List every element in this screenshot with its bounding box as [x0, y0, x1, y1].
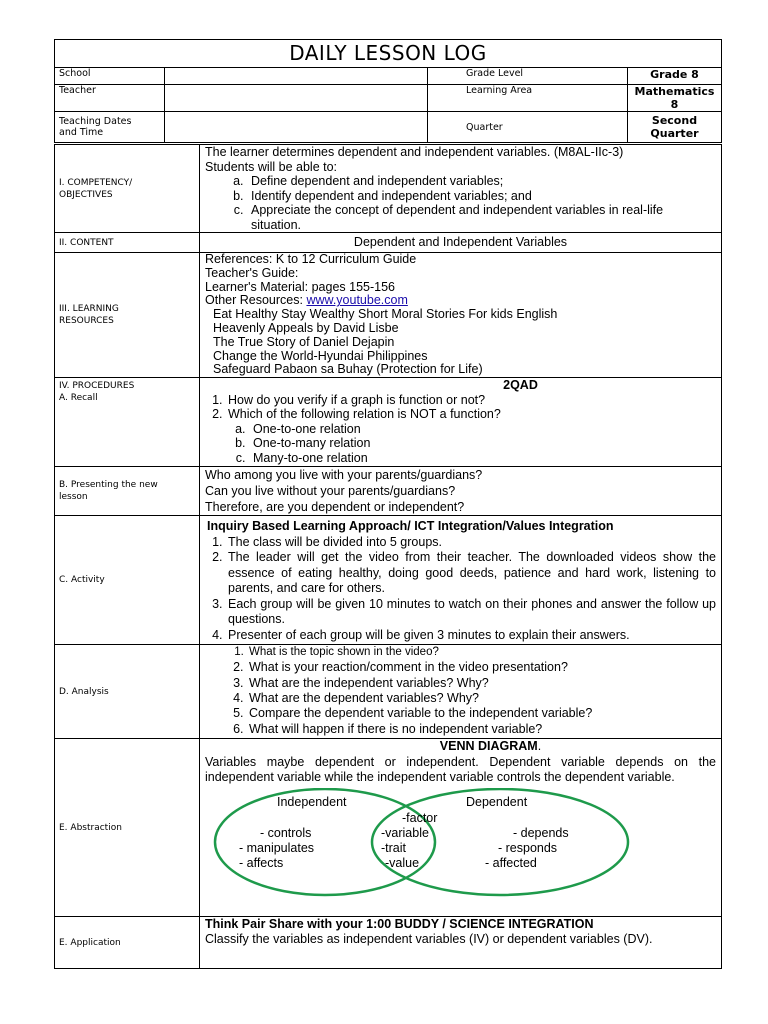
competency-label: I. COMPETENCY/ OBJECTIVES	[55, 145, 200, 233]
school-label: School	[55, 68, 165, 85]
list-item: 1. The class will be divided into 5 groups.	[226, 535, 716, 551]
venn-middle-item: -variable	[381, 825, 429, 840]
venn-right-item: - depends	[513, 825, 569, 840]
resources-label: III. LEARNING RESOURCES	[55, 253, 200, 378]
presenting-line: Can you live without your parents/guardians?	[205, 484, 456, 499]
abstraction-heading: VENN DIAGRAM.	[439, 739, 542, 754]
venn-right-item: - affected	[485, 855, 537, 870]
list-item: 5. Compare the dependent variable to the independent variable?	[247, 706, 716, 721]
list-item: 3. Each group will be given 10 minutes to watch on their phones and answer the follow up questions.	[226, 597, 716, 628]
venn-left-item: - manipulates	[239, 840, 315, 855]
venn-middle-item: -trait	[381, 840, 406, 855]
recall-content	[200, 378, 722, 467]
quarter-label: Quarter	[428, 112, 628, 143]
activity-heading: Inquiry Based Learning Approach/ ICT Integration/Values Integration	[207, 519, 614, 534]
resources-content	[200, 253, 722, 378]
presenting-line: Who among you live with your parents/guardians?	[205, 468, 483, 483]
list-item: a. One-to-one relation	[249, 422, 716, 437]
list-item: b. One-to-many relation	[249, 436, 716, 451]
list-item: 4. What are the dependent variables? Why?	[247, 691, 716, 706]
header-table	[54, 39, 722, 143]
list-item: 3. What are the independent variables? Why?	[247, 676, 716, 691]
row-analysis	[55, 645, 722, 739]
row-abstraction	[55, 739, 722, 917]
analysis-content	[200, 645, 722, 739]
venn-left-title: Independent	[277, 794, 347, 809]
list-item: 2. The leader will get the video from their teacher. The downloaded videos show the essence of eating healthy, doing good deeds, patience and hard work, listening to parents, and care for others.	[226, 550, 716, 597]
content-label: II. CONTENT	[55, 233, 200, 253]
list-item: 2. What is your reaction/comment in the video presentation?	[247, 660, 716, 675]
application-text: Classify the variables as independent variables (IV) or dependent variables (DV).	[205, 931, 653, 946]
quarter-value: Second Quarter	[628, 112, 722, 143]
presenting-label: B. Presenting the new lesson	[55, 467, 200, 516]
list-item: 1. How do you verify if a graph is function or not?	[226, 393, 716, 408]
video-item: Change the World-Hyundai Philippines	[213, 348, 428, 363]
analysis-questions	[205, 645, 716, 737]
recall-choices	[228, 422, 716, 466]
row-content	[55, 233, 722, 253]
application-content	[200, 917, 722, 969]
grade-level-value: Grade 8	[628, 68, 722, 85]
learners-material-line: Learner's Material: pages 155-156	[205, 279, 396, 294]
activity-label: C. Activity	[55, 516, 200, 645]
learning-area-label: Learning Area	[428, 85, 628, 112]
video-item: The True Story of Daniel Dejapin	[213, 334, 395, 349]
row-application	[55, 917, 722, 969]
lesson-table	[54, 144, 722, 969]
venn-right-title: Dependent	[466, 794, 528, 809]
teachers-guide-line: Teacher's Guide:	[205, 265, 299, 280]
competency-content	[200, 145, 722, 233]
list-item: c. Many-to-one relation	[249, 451, 716, 466]
venn-left-item: - affects	[239, 855, 284, 870]
teacher-value	[165, 85, 428, 112]
row-competency	[55, 145, 722, 233]
list-item: c. Appreciate the concept of dependent and independent variables in real-life situation.	[247, 203, 716, 232]
venn-right-item: - responds	[498, 840, 558, 855]
list-item: a. Define dependent and independent variables;	[247, 174, 716, 189]
row-presenting	[55, 467, 722, 516]
teaching-dates-value	[165, 112, 428, 143]
presenting-line: Therefore, are you dependent or independent?	[205, 500, 465, 515]
venn-diagram	[205, 788, 635, 900]
competency-statement: The learner determines dependent and independent variables. (M8AL-IIc-3)	[205, 145, 624, 159]
venn-middle-item: -value	[385, 855, 420, 870]
teaching-dates-label: Teaching Dates and Time	[55, 112, 165, 143]
analysis-label: D. Analysis	[55, 645, 200, 739]
application-heading: Think Pair Share with your 1:00 BUDDY / SCIENCE INTEGRATION	[205, 917, 594, 932]
list-item: 2. Which of the following relation is NOT a function? a. One-to-one relation b. One-to-many relation c. Many-to-one relation	[226, 407, 716, 465]
recall-label: IV. PROCEDURES A. Recall	[55, 378, 200, 467]
references-line: References: K to 12 Curriculum Guide	[205, 252, 417, 266]
abstraction-label: E. Abstraction	[55, 739, 200, 917]
list-item: 4. Presenter of each group will be given 3 minutes to explain their answers.	[226, 628, 716, 644]
list-item: 1. What is the topic shown in the video?	[247, 645, 716, 660]
grade-level-label: Grade Level	[428, 68, 628, 85]
school-value	[165, 68, 428, 85]
venn-left-item: - controls	[260, 825, 312, 840]
activity-steps	[205, 535, 716, 644]
recall-questions	[205, 393, 716, 466]
video-item: Safeguard Pabaon sa Buhay (Protection for Life)	[213, 362, 483, 377]
row-resources	[55, 253, 722, 378]
youtube-link[interactable]: www.youtube.com	[306, 293, 408, 308]
objectives-list	[205, 174, 716, 232]
page-title: DAILY LESSON LOG	[55, 40, 722, 68]
recall-heading: 2QAD	[503, 378, 538, 393]
row-activity	[55, 516, 722, 645]
teacher-label: Teacher	[55, 85, 165, 112]
video-item: Eat Healthy Stay Wealthy Short Moral Stories For kids English	[213, 307, 558, 322]
abstraction-paragraph: Variables maybe dependent or independent. Dependent variable depends on the independent variable while the independent variable controls the dependent variable.	[205, 754, 716, 785]
list-item: b. Identify dependent and independent variables; and	[247, 189, 716, 204]
competency-intro: Students will be able to:	[205, 159, 338, 174]
list-item: 6. What will happen if there is no independent variable?	[247, 722, 716, 737]
row-recall	[55, 378, 722, 467]
learning-area-value: Mathematics 8	[628, 85, 722, 112]
venn-middle-item: -factor	[402, 810, 438, 825]
application-label: E. Application	[55, 917, 200, 969]
activity-content	[200, 516, 722, 645]
video-item: Heavenly Appeals by David Lisbe	[213, 320, 399, 335]
presenting-content	[200, 467, 722, 516]
other-resources-line: Other Resources: www.youtube.com	[205, 293, 408, 308]
abstraction-content	[200, 739, 722, 917]
content-text: Dependent and Independent Variables	[200, 233, 722, 253]
